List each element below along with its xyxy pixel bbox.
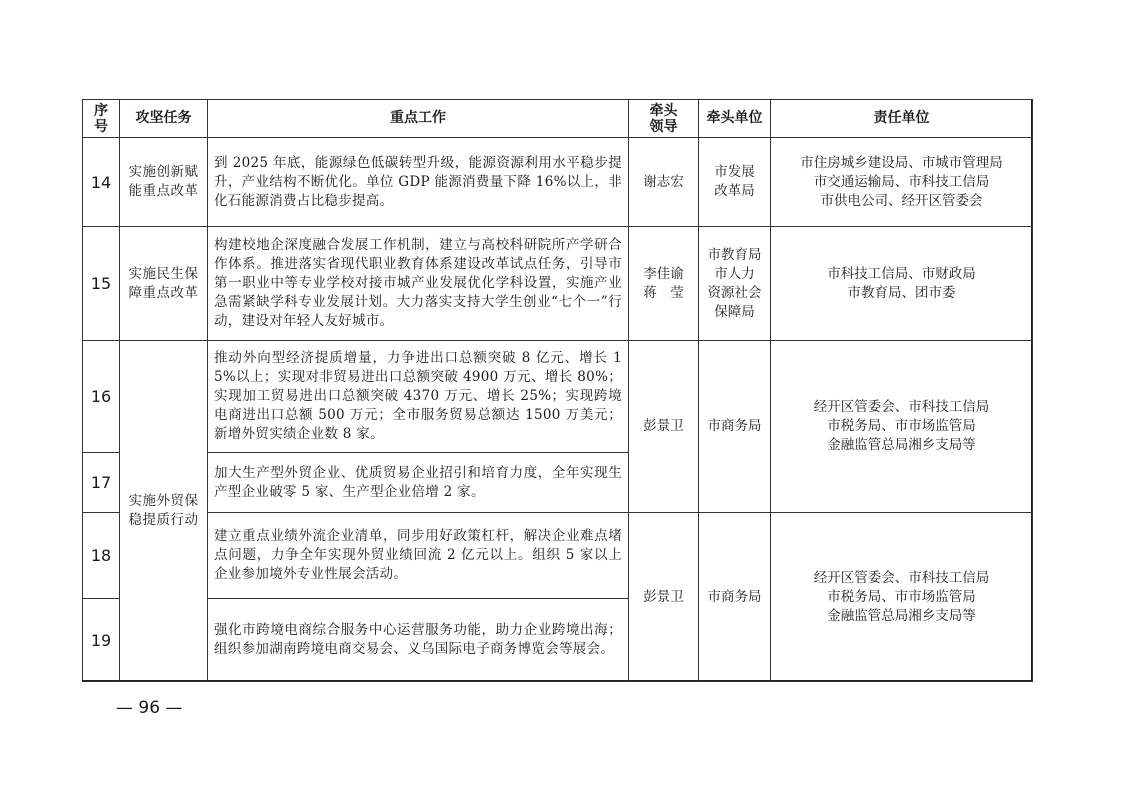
header-resp-unit: 责任单位 <box>771 100 1033 138</box>
header-task: 攻坚任务 <box>120 100 208 138</box>
resp-unit-cell: 经开区管委会、市科技工信局 市税务局、市市场监管局 金融监管总局湘乡支局等 <box>771 513 1033 682</box>
header-leader: 牵头 领导 <box>629 100 699 138</box>
row-number: 15 <box>83 227 120 341</box>
header-seq: 序 号 <box>83 100 120 138</box>
lead-unit-cell: 市教育局 市人力 资源社会 保障局 <box>699 227 771 341</box>
row-number: 19 <box>83 599 120 682</box>
table-row <box>83 513 1033 599</box>
work-cell: 构建校地企深度融合发展工作机制，建立与高校科研院所产学研合作体系。推进落实省现代职业教育体系建设改革试点任务，引导市第一职业中等专业学校对接市城产业发展优化学科设置，实施产业急需紧缺学科专业发展计划。大力落实支持大学生创业“七个一”行动，建设对年轻人友好城市。 <box>208 227 629 341</box>
table-row <box>83 227 1033 341</box>
work-cell: 推动外向型经济提质增量，力争进出口总额突破 8 亿元、增长 15%以上；实现对非贸易进出口总额突破 4900 万元、增长 80%；实现加工贸易进出口总额突破 4370 万元、增长 25%；实现跨境电商进出口总额 500 万元；全市服务贸易总额达 1500 万美元；新增外贸实绩企业数 8 家。 <box>208 341 629 453</box>
leader-cell: 彭景卫 <box>629 513 699 682</box>
header-lead-unit: 牵头单位 <box>699 100 771 138</box>
resp-unit-cell: 市住房城乡建设局、市城市管理局 市交通运输局、市科技工信局 市供电公司、经开区管委会 <box>771 138 1033 227</box>
work-cell: 强化市跨境电商综合服务中心运营服务功能，助力企业跨境出海；组织参加湖南跨境电商交易会、义乌国际电子商务博览会等展会。 <box>208 599 629 682</box>
work-cell: 建立重点业绩外流企业清单，同步用好政策杠杆，解决企业难点堵点问题，力争全年实现外贸业绩回流 2 亿元以上。组织 5 家以上企业参加境外专业性展会活动。 <box>208 513 629 599</box>
task-cell: 实施外贸保稳提质行动 <box>120 341 208 682</box>
row-number: 17 <box>83 453 120 513</box>
work-cell: 加大生产型外贸企业、优质贸易企业招引和培育力度，全年实现生产型企业破零 5 家、生产型企业倍增 2 家。 <box>208 453 629 513</box>
table-row <box>83 341 1033 453</box>
table-row <box>83 138 1033 227</box>
lead-unit-cell: 市发展 改革局 <box>699 138 771 227</box>
resp-unit-cell: 市科技工信局、市财政局 市教育局、团市委 <box>771 227 1033 341</box>
task-cell: 实施民生保障重点改革 <box>120 227 208 341</box>
key-work-table <box>82 99 1033 682</box>
leader-cell: 谢志宏 <box>629 138 699 227</box>
row-number: 16 <box>83 341 120 453</box>
lead-unit-cell: 市商务局 <box>699 513 771 682</box>
leader-cell: 李佳谕 蒋 莹 <box>629 227 699 341</box>
page-number: — 96 — <box>116 698 183 718</box>
lead-unit-cell: 市商务局 <box>699 341 771 513</box>
table-header-row <box>83 100 1033 138</box>
header-work: 重点工作 <box>208 100 629 138</box>
row-number: 14 <box>83 138 120 227</box>
work-cell: 到 2025 年底，能源绿色低碳转型升级，能源资源利用水平稳步提升，产业结构不断优化。单位 GDP 能源消费量下降 16%以上，非化石能源消费占比稳步提高。 <box>208 138 629 227</box>
row-number: 18 <box>83 513 120 599</box>
resp-unit-cell: 经开区管委会、市科技工信局 市税务局、市市场监管局 金融监管总局湘乡支局等 <box>771 341 1033 513</box>
leader-cell: 彭景卫 <box>629 341 699 513</box>
task-cell: 实施创新赋能重点改革 <box>120 138 208 227</box>
